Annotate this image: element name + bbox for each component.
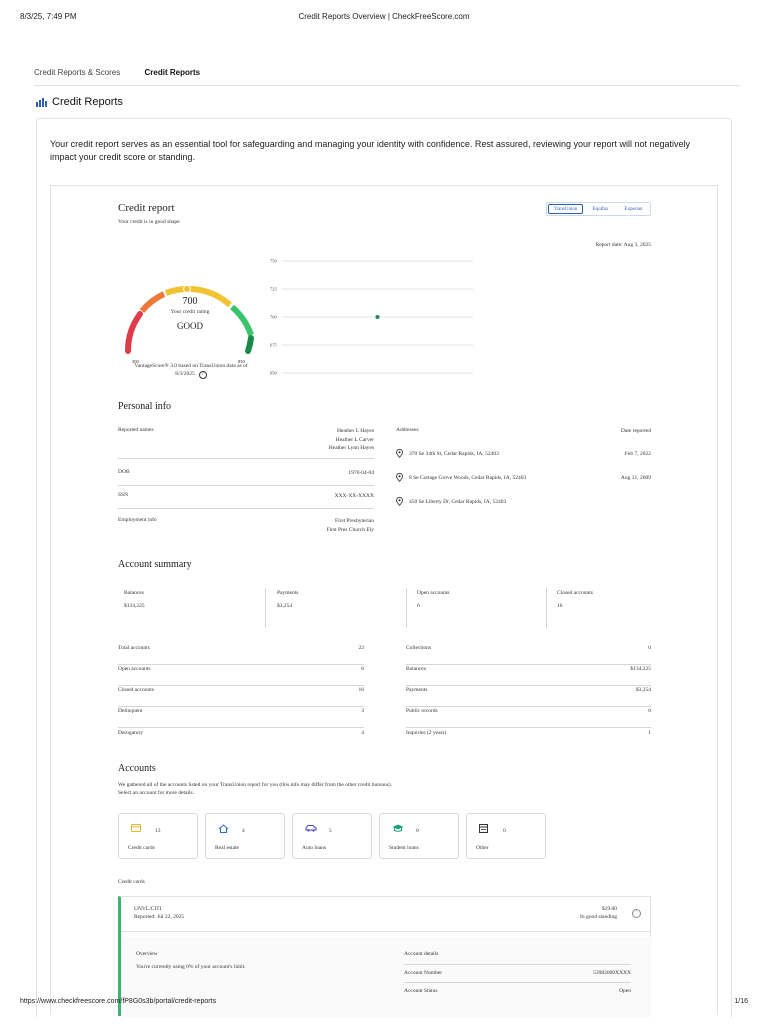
address-item — [396, 449, 499, 458]
detail-label: Account Number — [404, 970, 443, 976]
employer: First Presbyterian — [335, 518, 374, 524]
stat-value: 0 — [648, 708, 651, 714]
y-tick-label: 750 — [270, 258, 277, 264]
y-tick-label: 725 — [270, 286, 277, 292]
gauge-min-label: 300 — [132, 359, 139, 364]
reported-names — [274, 427, 374, 453]
category-count: 4 — [242, 828, 245, 834]
stat-row — [406, 730, 651, 750]
reported-name: Heather L Carver — [335, 436, 374, 443]
print-doc-title: Credit Reports Overview | CheckFreeScore.com — [298, 12, 470, 21]
stat-row — [406, 666, 651, 686]
date-reported-label: Date reported — [620, 428, 651, 434]
gauge-marker — [184, 286, 191, 293]
summary-open-accounts — [417, 590, 450, 627]
print-footer — [20, 998, 748, 1010]
category-count: 5 — [329, 828, 332, 834]
gauge-max-label: 850 — [238, 359, 245, 364]
report-date: Report date: Aug 3, 2025 — [595, 242, 651, 248]
accounts-title: Accounts — [118, 763, 156, 774]
account-name-block — [134, 905, 184, 921]
intro-text: Your credit report serves as an essential tool for safeguarding and managing your identity with confidence. Rest assured, reviewing your report will not negatively impact your credit score or standing. — [50, 139, 691, 162]
summary-payments — [277, 590, 298, 627]
stat-value: 4 — [361, 730, 364, 736]
breadcrumb-credit-reports[interactable]: Credit Reports — [144, 68, 201, 77]
reported-names-label: Reported names — [118, 427, 154, 433]
reported-name: Heather L Hayes — [336, 428, 374, 434]
summary-label: Closed accounts — [557, 590, 593, 596]
address-date: Aug 31, 2009 — [620, 475, 651, 481]
category-count: 0 — [503, 828, 506, 834]
detail-value: Open — [619, 988, 631, 994]
employment-info — [274, 517, 374, 534]
employment-label: Employment info — [118, 517, 157, 523]
divider — [118, 458, 374, 459]
score-note-text: VantageScore® 3.0 based on TransUnion data as of 8/3/2025 — [134, 363, 248, 377]
category-label: Other — [476, 845, 489, 851]
stat-label: Total accounts — [118, 645, 150, 651]
breadcrumb — [34, 68, 740, 86]
y-tick-label: 700 — [270, 314, 277, 320]
tab-transunion[interactable]: TransUnion — [548, 204, 583, 214]
category-credit-cards[interactable] — [118, 813, 198, 859]
dob-label: DOB — [118, 469, 130, 475]
addresses-label: Addresses — [396, 427, 419, 433]
category-label: Credit cards — [128, 845, 155, 851]
accounts-description — [118, 781, 518, 797]
location-pin-icon — [396, 449, 403, 458]
credit-score: 700 — [182, 296, 198, 307]
print-page-number: 1/16 — [734, 998, 748, 1005]
stat-label: Closed accounts — [118, 687, 154, 693]
stat-value: 16 — [358, 687, 364, 693]
bureau-tabs — [546, 202, 651, 216]
overview-text: You're currently using 0% of your account's limit. — [136, 964, 246, 970]
summary-value: 6 — [417, 603, 420, 609]
address-text: 8 Se Cottage Grove Woods, Cedar Rapids, IA, 52403 — [409, 474, 527, 481]
credit-report-subtitle: Your credit is in good shape — [118, 219, 180, 225]
score-point[interactable] — [376, 315, 380, 319]
divider — [546, 588, 547, 628]
print-url: https://www.checkfreescore.com/fP8G0s3b/portal/credit-reports — [20, 998, 217, 1005]
personal-info-title: Personal info — [118, 401, 172, 412]
divider — [265, 588, 266, 628]
stat-row — [406, 708, 651, 728]
credit-report-title: Credit report — [118, 202, 175, 214]
address-date: Feb 7, 2022 — [624, 451, 651, 457]
overview-title: Overview — [136, 951, 158, 957]
category-auto-loans[interactable] — [292, 813, 372, 859]
summary-label: Payments — [277, 590, 299, 596]
category-count: 0 — [416, 828, 419, 834]
stat-label: Balances — [406, 666, 426, 672]
chevron-up-icon[interactable]: ⌃ — [632, 909, 641, 918]
summary-value: $134,225 — [124, 603, 145, 609]
stat-row — [118, 687, 364, 707]
divider — [118, 508, 374, 509]
accounts-desc-line: Select an account for more details. — [118, 790, 195, 796]
stat-label: Public records — [406, 708, 438, 714]
account-amount-block — [540, 905, 617, 921]
dob-value: 1970-04-04 — [348, 470, 374, 476]
tab-equifax[interactable]: Equifax — [592, 206, 609, 212]
account-name: UNVL/CITI — [134, 906, 162, 912]
stat-row — [406, 687, 651, 707]
stat-value: 0 — [648, 645, 651, 651]
employer: First Pres Church Ely — [326, 526, 374, 533]
account-details-title: Account details — [404, 951, 439, 957]
y-tick-label: 675 — [270, 342, 277, 348]
stat-value: $3,254 — [635, 687, 651, 693]
credit-rating: GOOD — [177, 321, 203, 331]
credit-cards-heading: Credit cards — [118, 879, 145, 885]
account-detail-row — [404, 964, 631, 982]
address-text: 450 Se Liberty Dr, Cedar Rapids, IA, 52403 — [409, 498, 507, 505]
stat-row — [406, 645, 651, 665]
category-label: Real estate — [215, 845, 239, 851]
page-title-text: Credit Reports — [52, 96, 123, 108]
stat-row — [118, 645, 364, 665]
summary-label: Balances — [124, 590, 144, 596]
divider — [118, 485, 374, 486]
summary-balances — [124, 590, 145, 627]
credit-rating-label: Your credit rating — [170, 309, 210, 315]
category-real-estate[interactable] — [205, 813, 285, 859]
address-item — [396, 497, 506, 506]
account-summary-title: Account summary — [118, 559, 192, 570]
credit-card-icon — [131, 824, 141, 832]
account-reported: Reported: Jul 22, 2025 — [134, 914, 185, 920]
document-icon — [479, 824, 488, 833]
stat-label: Open accounts — [118, 666, 151, 672]
divider — [121, 931, 651, 932]
house-icon — [218, 824, 229, 833]
tab-experian[interactable]: Experian — [624, 206, 643, 212]
stat-value: 22 — [358, 645, 364, 651]
stat-row — [118, 666, 364, 686]
breadcrumb-credit-reports-scores[interactable]: Credit Reports & Scores — [34, 68, 121, 77]
address-item — [396, 473, 526, 482]
stat-value: 6 — [361, 666, 364, 672]
detail-value: 53982000XXXX — [593, 970, 631, 976]
bar-chart-icon — [36, 97, 48, 107]
ssn-value: XXX-XX-XXXX — [334, 493, 374, 499]
stat-label: Derogatory — [118, 730, 144, 736]
page-title — [36, 96, 123, 108]
summary-value: 16 — [557, 603, 563, 609]
summary-label: Open accounts — [417, 590, 450, 596]
stat-row — [118, 708, 364, 728]
stat-label: Inquiries (2 years) — [406, 730, 447, 736]
reported-name: Heather Lynn Hayes — [328, 445, 374, 451]
stat-label: Collections — [406, 645, 432, 651]
stat-value: 1 — [648, 730, 651, 736]
detail-label: Account Status — [404, 988, 438, 994]
print-datetime: 8/3/25, 7:49 PM — [20, 12, 77, 21]
car-icon — [305, 824, 317, 832]
location-pin-icon — [396, 473, 403, 482]
account-amount: $19.00 — [601, 906, 617, 912]
divider — [406, 588, 407, 628]
category-label: Auto loans — [302, 845, 326, 851]
category-other[interactable] — [466, 813, 546, 859]
score-trend-chart — [268, 255, 478, 377]
address-text: 370 Se 34th St, Cedar Rapids, IA, 52403 — [409, 450, 499, 457]
print-header — [20, 12, 748, 24]
category-count: 13 — [155, 828, 161, 834]
category-label: Student loans — [389, 845, 419, 851]
summary-value: $3,254 — [277, 603, 293, 609]
stat-value: 3 — [361, 708, 364, 714]
stat-row — [118, 730, 364, 750]
ssn-label: SSN — [118, 492, 129, 498]
y-tick-label: 650 — [270, 370, 277, 376]
stat-label: Delinquent — [118, 708, 143, 714]
question-circle-icon[interactable]: ? — [199, 371, 207, 379]
stat-value: $134,225 — [630, 666, 651, 672]
accounts-desc-line: We gathered all of the accounts listed on your TransUnion report for you (this info may differ from the other credit bureaus). — [118, 782, 393, 788]
location-pin-icon — [396, 497, 403, 506]
score-note — [126, 363, 256, 379]
graduation-cap-icon — [392, 824, 404, 832]
category-student-loans[interactable] — [379, 813, 459, 859]
summary-closed-accounts — [557, 590, 593, 627]
account-standing: In good standing — [580, 914, 617, 920]
stat-label: Payments — [406, 687, 428, 693]
